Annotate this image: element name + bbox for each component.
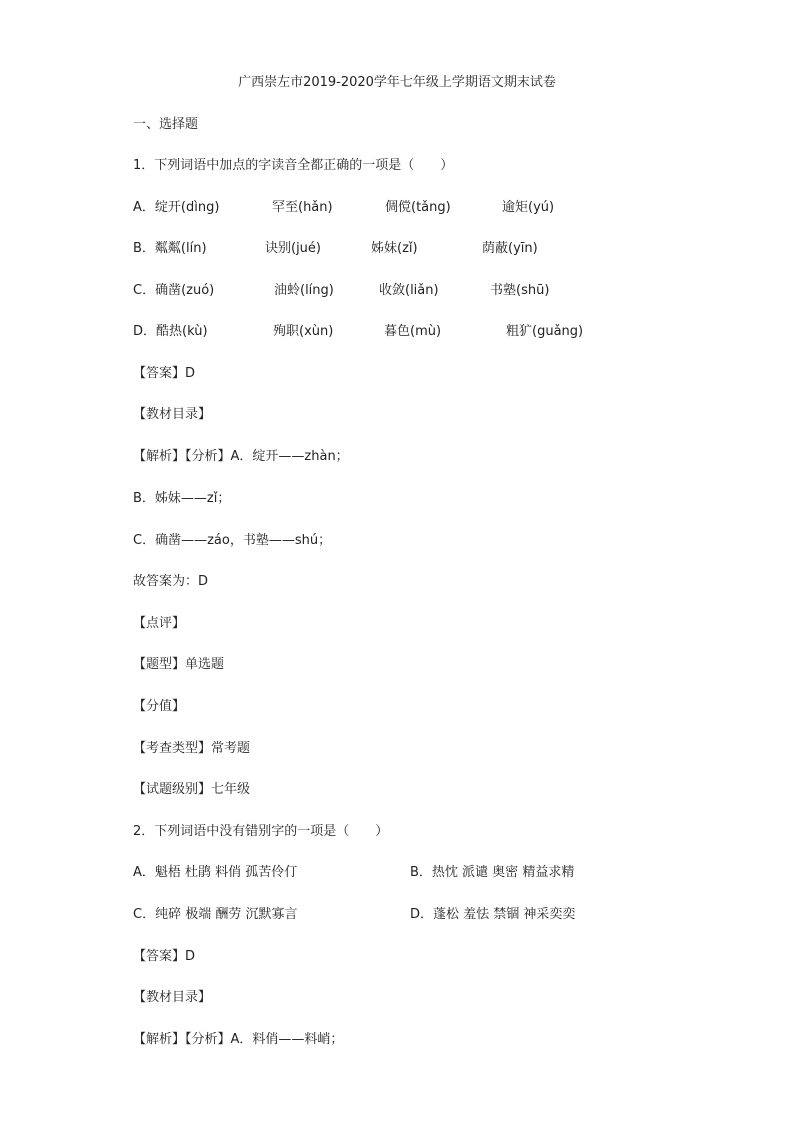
question-2-option-d: D．蓬松 羞怯 禁锢 神采奕奕 bbox=[410, 907, 576, 922]
question-2-answer: 【答案】D bbox=[133, 949, 196, 964]
question-1-conclusion: 故答案为：D bbox=[133, 574, 209, 589]
document-page: 广西崇左市2019-2020学年七年级上学期语文期末试卷 一、选择题 1．下列词语中加点的字读音全都正确的一项是（ ） A．绽开(dìng) 罕至(hǎn) 倜傥(tǎng) 逾矩(yú) B．粼粼(lín) 诀别(jué) 姊妹(zǐ) 荫蔽(yīn) C．确凿(zuó) 油蛉(líng) 收敛(liǎn) 书塾(shū) D．酷热(kù) 殉职(xùn) 暮色(mù) 粗犷(guǎng) 【答案】D 【教材目录】 【解析】【分析】A．绽开——zhàn； B．姊妹——zǐ； C．确凿——záo，书塾——shú； 故答案为：D 【点评】 【题型】单选题 【分值】 【考查类型】常考题 【试题级别】七年级 2．下列词语中没有错别字的一项是（ ） A．魁梧 杜鹃 料俏 孤苦伶仃 B．热忱 派谴 奥密 精益求精 C．纯碎 极端 酬劳 沉默寡言 D．蓬松 羞怯 禁锢 神采奕奕 【答案】D 【教材目录】 【解析】【分析】A．料俏——料峭； bbox=[0, 0, 794, 1123]
question-1-type: 【题型】单选题 bbox=[133, 657, 225, 672]
question-2-option-b: B．热忱 派谴 奥密 精益求精 bbox=[410, 865, 575, 880]
question-1-comment: 【点评】 bbox=[133, 616, 186, 631]
question-1-analysis-c: C．确凿——záo，书塾——shú； bbox=[133, 533, 332, 548]
question-1-stem: 1．下列词语中加点的字读音全都正确的一项是（ ） bbox=[133, 158, 454, 173]
question-2-analysis: 【解析】【分析】A．料俏——料峭； bbox=[133, 1032, 344, 1047]
document-title: 广西崇左市2019-2020学年七年级上学期语文期末试卷 bbox=[238, 75, 556, 90]
question-1-analysis: 【解析】【分析】A．绽开——zhàn； bbox=[133, 449, 349, 464]
question-1-catalog: 【教材目录】 bbox=[133, 407, 212, 422]
question-1-answer: 【答案】D bbox=[133, 366, 196, 381]
question-1-level: 【试题级别】七年级 bbox=[133, 782, 251, 797]
question-2-option-c: C．纯碎 极端 酬劳 沉默寡言 bbox=[133, 907, 298, 922]
question-2-option-a: A．魁梧 杜鹃 料俏 孤苦伶仃 bbox=[133, 865, 298, 880]
question-1-exam-type: 【考查类型】常考题 bbox=[133, 741, 251, 756]
question-1-analysis-b: B．姊妹——zǐ； bbox=[133, 491, 231, 506]
section-heading: 一、选择题 bbox=[133, 117, 199, 132]
question-2-catalog: 【教材目录】 bbox=[133, 990, 212, 1005]
question-2-stem: 2．下列词语中没有错别字的一项是（ ） bbox=[133, 824, 389, 839]
question-1-score: 【分值】 bbox=[133, 699, 186, 714]
